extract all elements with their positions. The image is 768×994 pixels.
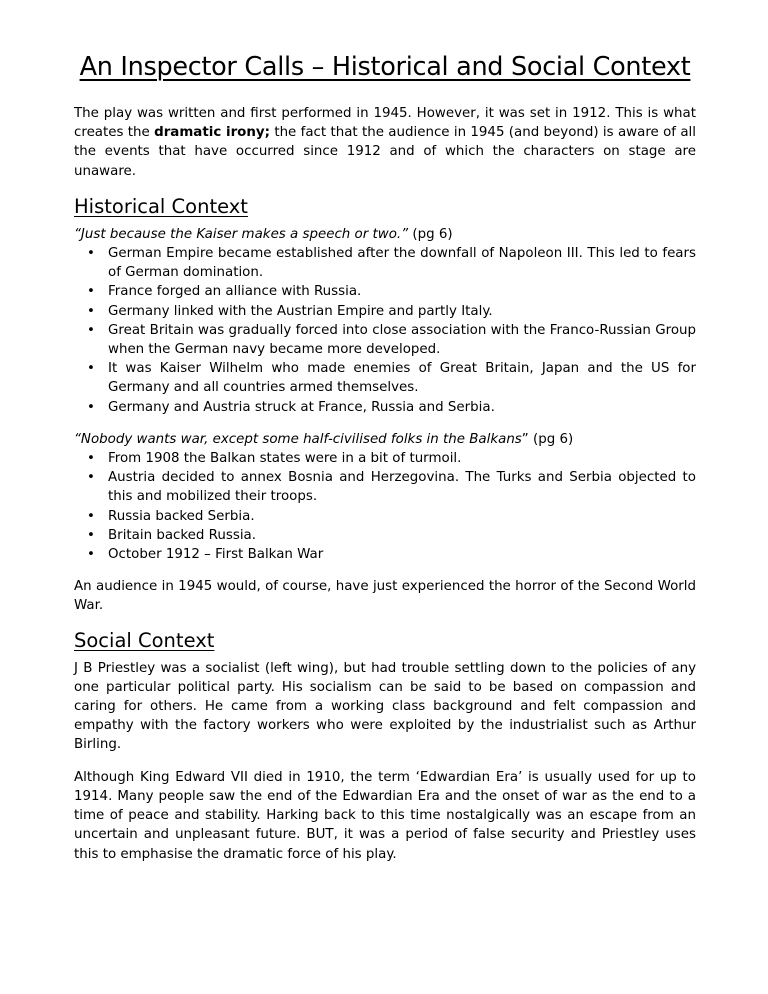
kaiser-quote-ref: (pg 6) (408, 226, 453, 242)
list-item: • October 1912 – First Balkan War (74, 545, 696, 564)
intro-text-start: The play was written and first performed in 1945. However, it was set in 1912. This is what creates the (74, 106, 696, 141)
list-item: • Russia backed Serbia. (74, 507, 696, 526)
intro-text-end: the fact that the audience in 1945 (and beyond) is aware of all the events that have occurred since 1912 and of which the characters on stage are unaware. (74, 125, 696, 179)
balkans-quote (74, 430, 696, 449)
balkans-bullet-list (74, 449, 696, 564)
balkans-quote-block (74, 430, 696, 564)
list-item: • France forged an alliance with Russia. (74, 282, 696, 301)
list-item: • It was Kaiser Wilhelm who made enemies of Great Britain, Japan and the US for Germany and all countries armed themselves. (74, 359, 696, 397)
list-item: • From 1908 the Balkan states were in a bit of turmoil. (74, 449, 696, 468)
list-item: • Great Britain was gradually forced into close association with the Franco-Russian Group when the German navy became more developed. (74, 321, 696, 359)
social-context-heading: Social Context (74, 628, 215, 652)
social-paragraph-edwardian: Although King Edward VII died in 1910, the term ‘Edwardian Era’ is usually used for up to 1914. Many people saw the end of the Edwardian Era and the onset of war as the end to a time of peace and stability. Harking back to this time nostalgically was an escape from an uncertain and unpleasant future. BUT, it was a period of false security and Priestley uses this to emphasise the dramatic force of his play. (74, 769, 696, 862)
intro-bold-term: dramatic irony; (154, 125, 270, 141)
list-item: • Austria decided to annex Bosnia and Herzegovina. The Turks and Serbia objected to this and mobilized their troops. (74, 468, 696, 506)
kaiser-bullet-list (74, 244, 696, 417)
intro-paragraph (74, 104, 696, 181)
historical-context-heading: Historical Context (74, 194, 248, 218)
document-title: An Inspector Calls – Historical and Social Context (79, 52, 691, 82)
historical-closing-paragraph: An audience in 1945 would, of course, have just experienced the horror of the Second World War. (74, 579, 696, 614)
list-item: • German Empire became established after the downfall of Napoleon III. This led to fears of German domination. (74, 244, 696, 282)
list-item: • Germany linked with the Austrian Empire and partly Italy. (74, 302, 696, 321)
kaiser-quote-block (74, 225, 696, 417)
balkans-quote-ref: ” (pg 6) (521, 431, 574, 447)
kaiser-quote (74, 225, 696, 244)
kaiser-quote-text: “Just because the Kaiser makes a speech or two.” (74, 226, 409, 242)
social-paragraph-priestley: J B Priestley was a socialist (left wing), but had trouble settling down to the policies of any one particular political party. His socialism can be said to be based on compassion and caring for others. He came from a working class background and felt compassion and empathy with the factory workers who were exploited by the industrialist such as Arthur Birling. (74, 660, 696, 753)
balkans-quote-text: “Nobody wants war, except some half-civilised folks in the Balkans (74, 431, 522, 447)
list-item: • Germany and Austria struck at France, Russia and Serbia. (74, 398, 696, 417)
list-item: • Britain backed Russia. (74, 526, 696, 545)
